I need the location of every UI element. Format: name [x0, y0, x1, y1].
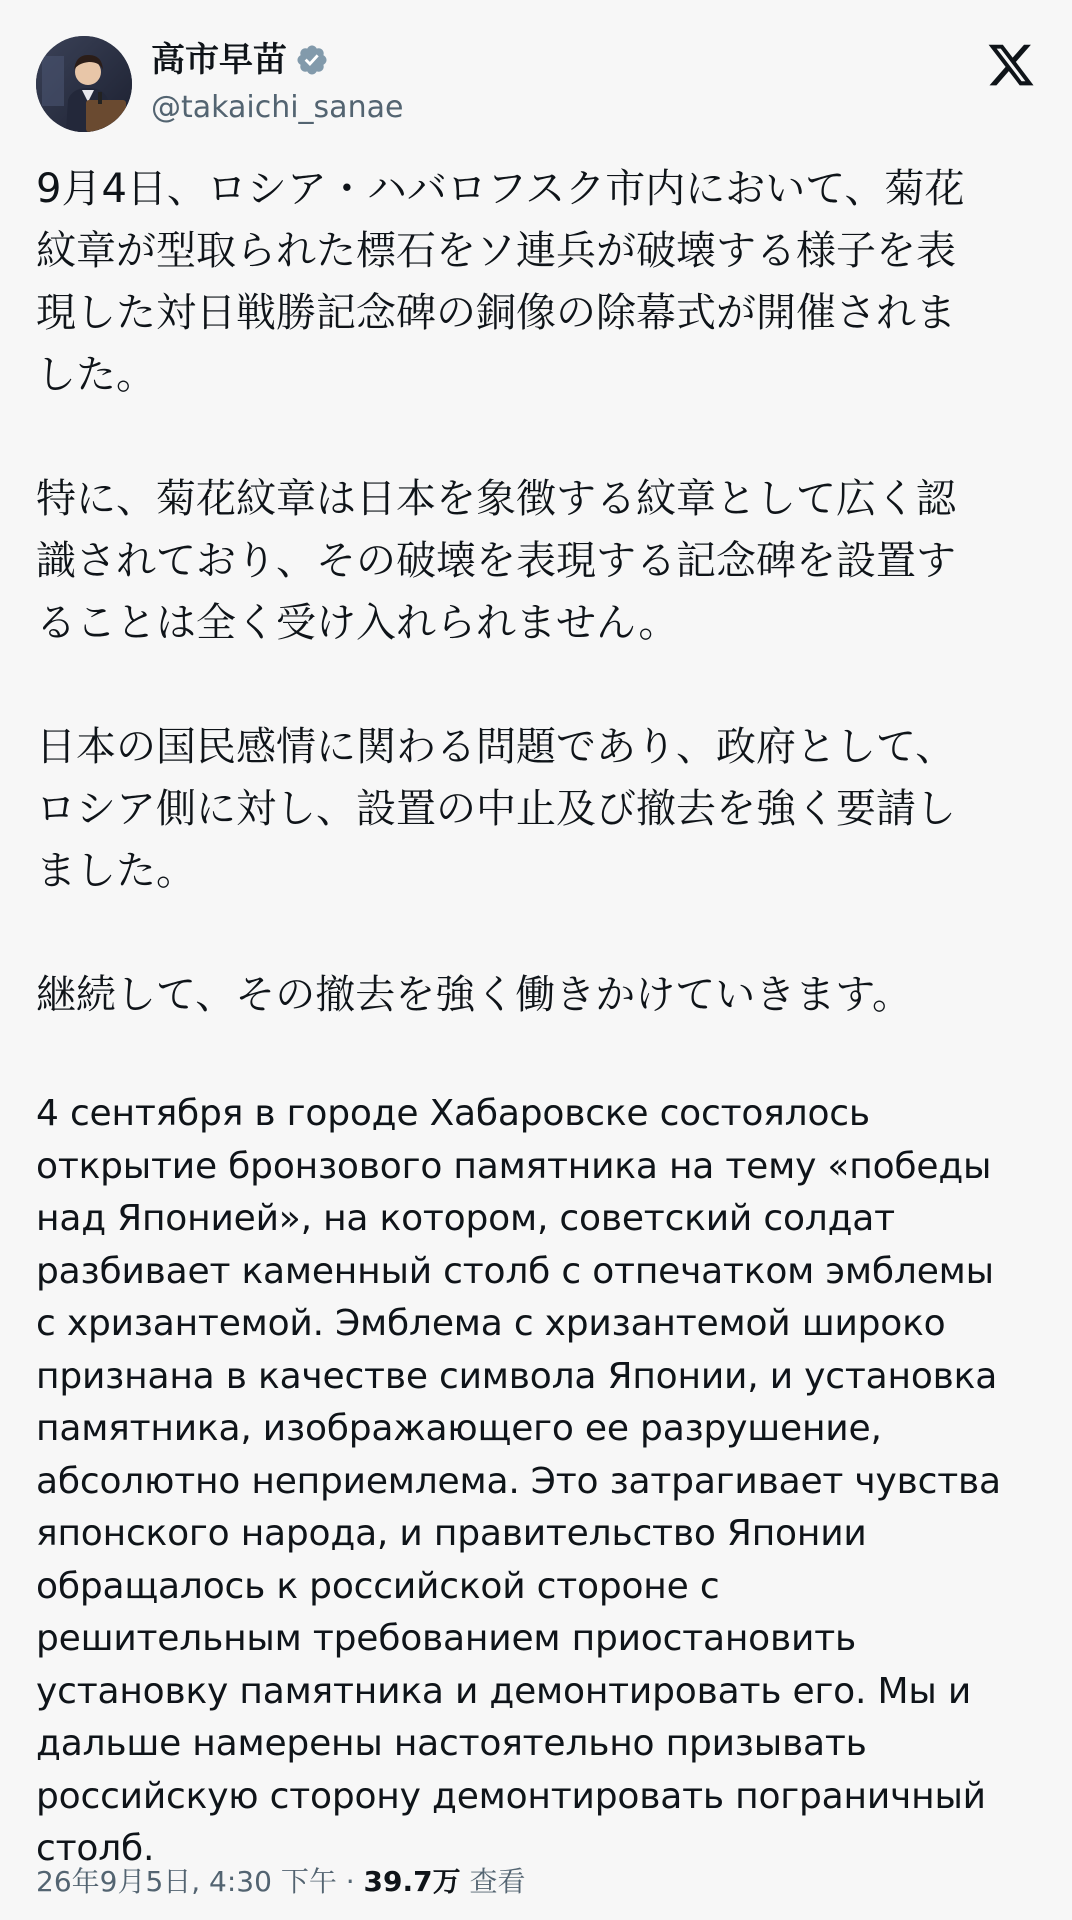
text-line: признана в качестве символа Японии, и установка [36, 1355, 998, 1397]
tweet-paragraph-ru [36, 1088, 1041, 1876]
avatar-image [36, 36, 132, 132]
text-line: した。 [36, 352, 156, 398]
text-line: открытие бронзового памятника на тему «победы [36, 1145, 992, 1187]
tweet-meta [36, 1862, 526, 1902]
tweet-header [36, 36, 1036, 136]
text-line: над Японией», на котором, советский солдат [36, 1198, 895, 1239]
text-line: установку памятника и демонтировать его. Мы и [36, 1670, 972, 1712]
text-line: ロシア側に対し、設置の中止及び撤去を強く要請し [36, 786, 956, 832]
author-handle[interactable]: @takaichi_sanae [151, 90, 404, 125]
x-logo-icon[interactable] [986, 40, 1036, 90]
text-line: обращалось к российской стороне с [36, 1565, 720, 1607]
text-line: японского народа, и правительство Японии [36, 1513, 867, 1554]
text-line: 4 сентября в городе Хабаровске состоялось [36, 1093, 870, 1134]
tweet-paragraph-ja-4 [36, 964, 1041, 1026]
profile-avatar[interactable] [36, 36, 132, 132]
text-line: 9月4日、ロシア・ハバロフスク市内において、菊花 [36, 166, 965, 212]
text-line: абсолютно неприемлема. Это затрагивает чувства [36, 1460, 1001, 1502]
tweet-body [36, 158, 1041, 1876]
views-label: 查看 [460, 1865, 526, 1898]
text-line: столб. [36, 1828, 155, 1869]
text-line: разбивает каменный столб с отпечатком эмблемы [36, 1250, 994, 1292]
text-line: 継続して、その撤去を強く働きかけていきます。 [36, 972, 912, 1018]
text-line: ました。 [36, 848, 196, 894]
text-line: 現した対日戦勝記念碑の銅像の除幕式が開催されま [36, 290, 956, 336]
tweet-timestamp[interactable]: 26年9月5日, 4:30 下午 [36, 1865, 337, 1898]
text-line: памятника, изображающего ее разрушение, [36, 1408, 882, 1449]
tweet-paragraph-ja-1 [36, 158, 1041, 406]
meta-separator: · [336, 1865, 364, 1898]
text-line: 日本の国民感情に関わる問題であり、政府として、 [36, 724, 956, 770]
views-count[interactable]: 39.7万 [363, 1865, 461, 1898]
text-line: ることは全く受け入れられません。 [36, 600, 679, 646]
text-line: российскую сторону демонтировать пограничный [36, 1775, 986, 1817]
tweet-paragraph-ja-2 [36, 468, 1041, 654]
text-line: решительным требованием приостановить [36, 1618, 857, 1659]
text-line: с хризантемой. Эмблема с хризантемой широко [36, 1303, 946, 1344]
author-display-name[interactable]: 高市早苗 [151, 40, 287, 80]
tweet-paragraph-ja-3 [36, 716, 1041, 902]
author-name-row[interactable] [151, 38, 329, 82]
text-line: дальше намерены настоятельно призывать [36, 1723, 867, 1764]
text-line: 識されており、その破壊を表現する記念碑を設置す [36, 538, 956, 584]
text-line: 紋章が型取られた標石をソ連兵が破壊する様子を表 [36, 228, 956, 274]
text-line: 特に、菊花紋章は日本を象徴する紋章として広く認 [36, 476, 956, 522]
verified-badge-icon [295, 43, 329, 77]
